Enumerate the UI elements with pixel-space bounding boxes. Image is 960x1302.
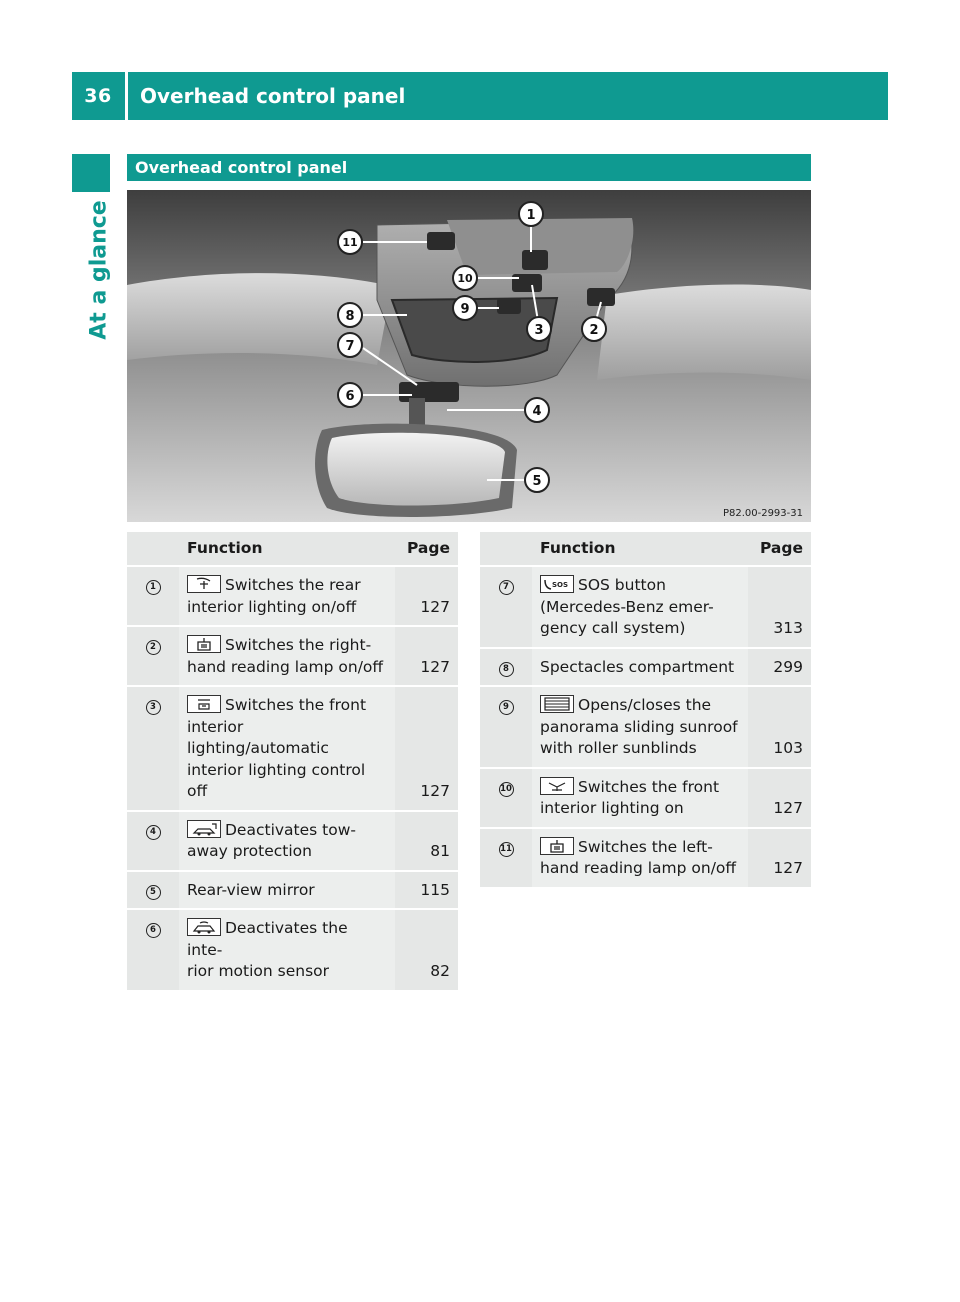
callout-6: 6 [345, 389, 355, 404]
callout-2: 2 [589, 323, 599, 338]
table-row [127, 685, 458, 810]
item-number: 6 [146, 923, 161, 938]
tow-away-off-icon [187, 820, 221, 838]
callout-5: 5 [532, 474, 542, 489]
function-text-line: interior lighting on [540, 799, 684, 817]
function-text-line: hand reading lamp on/off [187, 657, 384, 676]
table-row [480, 647, 811, 686]
function-text-line: hand reading lamp on/off [540, 859, 737, 877]
callout-8: 8 [345, 309, 355, 324]
page-ref: 127 [395, 625, 458, 685]
page-ref: 115 [395, 870, 458, 909]
header-num [480, 532, 532, 565]
front-interior-light-icon [540, 777, 574, 795]
table-header-row [480, 532, 811, 565]
callout-3: 3 [534, 323, 544, 338]
callout-4: 4 [532, 404, 542, 419]
function-text-line: rior motion sensor [187, 962, 330, 980]
function-text-line: interior lighting control off [187, 760, 366, 800]
callout-7: 7 [345, 339, 355, 354]
side-tab-label: At a glance [86, 200, 112, 340]
page-ref: 81 [395, 810, 458, 870]
item-number: 8 [499, 662, 514, 677]
item-number: 10 [499, 782, 514, 797]
header-page: Page [748, 532, 811, 565]
page-number: 36 [84, 85, 112, 107]
page-ref: 127 [748, 827, 811, 887]
figure-code: P82.00-2993-31 [722, 508, 803, 519]
function-text-line: Switches the front [578, 777, 720, 796]
page-ref: 127 [395, 565, 458, 625]
function-text-line: Deactivates the inte- [187, 919, 348, 959]
function-text-line: interior lighting on/off [187, 597, 357, 616]
function-text-line: Deactivates tow- [225, 820, 356, 839]
item-number: 4 [146, 825, 161, 840]
section-title: Overhead control panel [135, 158, 348, 177]
function-text-line: Rear-view mirror [187, 880, 315, 899]
section-heading [127, 154, 811, 181]
function-table-right [480, 532, 811, 887]
table-row [127, 810, 458, 870]
function-text-line: with roller sunblinds [540, 739, 697, 757]
item-number: 5 [146, 885, 161, 900]
callout-1: 1 [526, 208, 536, 223]
motion-sensor-off-icon [187, 918, 221, 936]
sos-icon [540, 575, 574, 593]
page-ref: 82 [395, 908, 458, 990]
reading-lamp-icon [187, 635, 221, 653]
side-tab-marker [72, 154, 110, 192]
table-row [127, 908, 458, 990]
item-number: 2 [146, 640, 161, 655]
overhead-panel-photo [127, 190, 811, 522]
function-text-line: gency call system) [540, 619, 686, 637]
page-title: Overhead control panel [140, 84, 406, 108]
table-row [480, 767, 811, 827]
callout-9: 9 [460, 302, 470, 317]
header-separator [125, 72, 128, 120]
item-number: 9 [499, 700, 514, 715]
sunroof-icon [540, 695, 574, 713]
page-ref: 299 [748, 647, 811, 686]
table-row [127, 565, 458, 625]
function-text-line: away protection [187, 842, 312, 860]
table-row [127, 625, 458, 685]
svg-text:SOS: SOS [551, 581, 569, 589]
header-num [127, 532, 179, 565]
function-text-line: Switches the left- [578, 837, 713, 856]
page-ref: 313 [748, 565, 811, 647]
item-number: 3 [146, 700, 161, 715]
function-text-line: Switches the rear [225, 576, 361, 594]
function-text-line: SOS button [578, 576, 666, 594]
header-function: Function [532, 532, 748, 565]
item-number: 11 [499, 842, 514, 857]
function-text-line: Spectacles compartment [540, 657, 735, 676]
page-ref: 127 [748, 767, 811, 827]
callout-11: 11 [342, 236, 358, 249]
table-header-row [127, 532, 458, 565]
front-lighting-off-icon [187, 695, 221, 713]
table-row [480, 827, 811, 887]
page-ref: 127 [395, 685, 458, 810]
rear-interior-light-icon [187, 575, 221, 593]
function-text-line: Switches the right- [225, 636, 372, 654]
function-text-line: panorama sliding sunroof [540, 717, 738, 736]
item-number: 1 [146, 580, 161, 595]
header-function: Function [179, 532, 395, 565]
header-page: Page [395, 532, 458, 565]
table-row [480, 565, 811, 647]
item-number: 7 [499, 580, 514, 595]
function-text-line: Switches the front [225, 696, 367, 714]
table-row [127, 870, 458, 909]
function-table-left [127, 532, 458, 990]
table-row [480, 685, 811, 767]
function-text-line: Opens/closes the [578, 696, 712, 714]
callout-10: 10 [457, 272, 473, 285]
page-ref: 103 [748, 685, 811, 767]
page-header [72, 72, 888, 120]
function-text-line: (Mercedes-Benz emer- [540, 597, 714, 616]
reading-lamp-icon [540, 837, 574, 855]
function-text-line: interior lighting/automatic [187, 717, 329, 757]
